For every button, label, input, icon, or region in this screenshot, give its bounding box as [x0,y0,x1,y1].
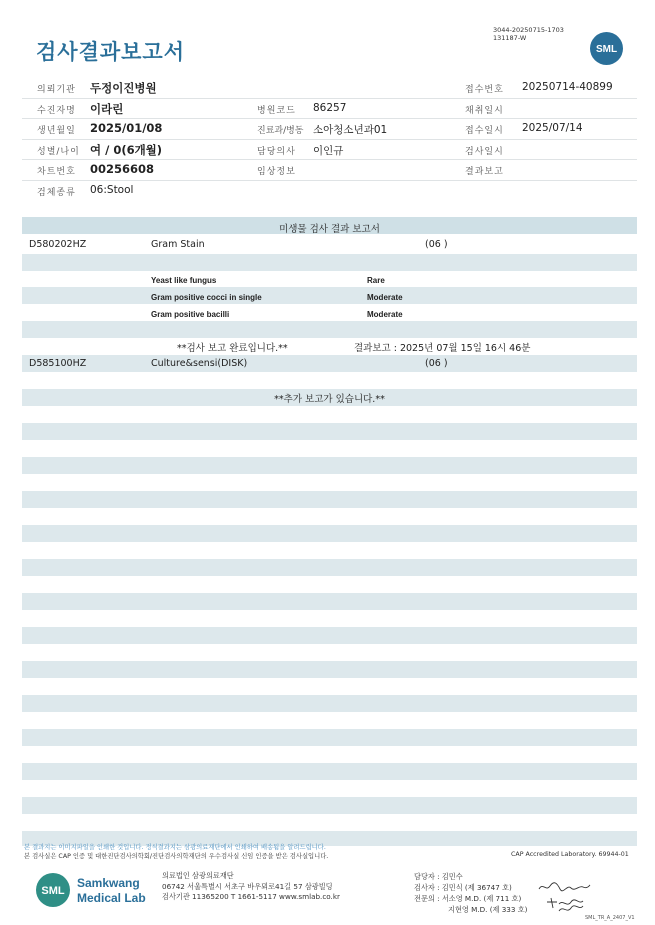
info-row [22,99,637,120]
hospital-code-value: 86257 [313,101,347,114]
org-contact: 검사기관 11365200 T 1661-5117 www.smlab.co.kr [162,892,340,901]
receipt-no-label: 접수번호 [465,85,504,95]
patient-label: 수진자명 [37,105,76,116]
test2-code: D585100HZ [29,358,87,369]
result-label: 결과보고 [465,167,504,177]
chart-label: 차트번호 [37,167,76,177]
doctor-label: 담당의사 [257,146,296,157]
info-row [22,78,637,99]
stripe-band [22,287,637,304]
stripe-band [22,729,637,746]
test2-name: Culture&sensi(DISK) [151,358,248,369]
org-name: 의료법인 삼광의료재단 [162,871,234,880]
stripe-band [22,661,637,678]
staff-manager: 담당자 : 김민수 [414,872,463,881]
birth-label: 생년월일 [37,126,76,136]
stripe-band [22,525,637,542]
complete-message: **검사 보고 완료입니다.** [177,343,288,354]
samkwang-logo [35,872,155,912]
signature-icon [557,903,585,915]
form-number: SML_TR_A_2407_V1 [585,915,635,921]
info-row [22,160,637,181]
samkwang-logo-mark: SML [41,885,65,897]
sex-age-value: 여 / 0(6개월) [90,142,163,157]
finding-result: Moderate [367,293,403,302]
specimen-label: 검체종류 [37,187,76,198]
result-time: 결과보고 : 2025년 07월 15일 16시 46분 [354,343,531,354]
finding-result: Moderate [367,310,403,319]
footer-image-notice: 본 결과지는 이미지파일을 인쇄한 것입니다. 정식결과지는 삼광의료재단에서 인쇄하여 배송됨을 알려드립니다. [24,844,326,851]
patient-value: 이라린 [90,101,124,116]
finding-name: Gram positive bacilli [151,310,230,319]
finding-result: Rare [367,276,385,285]
samkwang-logo-line2: Medical Lab [77,891,146,905]
samkwang-logo-icon [35,872,155,908]
organization-info [162,871,340,903]
receipt-date-value: 2025/07/14 [522,122,583,134]
test1-specimen: (06 ) [425,239,448,250]
institution-value: 두정이진병원 [90,81,157,95]
specimen-value: 06:Stool [90,183,134,196]
stripe-band [22,423,637,440]
report-section-title: 미생물 검사 결과 보고서 [279,224,380,235]
staff-info [414,871,528,915]
collect-date-label: 채취일시 [465,105,504,116]
stripe-band [22,457,637,474]
stripe-band [22,355,637,372]
sex-age-label: 성별/나이 [37,146,80,157]
receipt-no-value: 20250714-40899 [522,81,613,93]
clinical-label: 임상정보 [257,167,296,177]
patient-info-table [22,78,637,201]
dept-label: 진료과/병동 [257,126,304,136]
stripe-band [22,593,637,610]
test1-name: Gram Stain [151,239,205,250]
stripe-band [22,491,637,508]
staff-specialist: 전문의 : 서소영 M.D. (제 711 호) [414,894,522,903]
stripe-band [22,763,637,780]
birth-value: 2025/01/08 [90,121,163,135]
stripe-band [22,627,637,644]
footer-certification-notice: 본 검사실은 CAP 인증 및 대한진단검사의학회/진단검사의학재단의 우수검사실 신임 인증을 받은 검사실입니다. [24,853,329,860]
document-id-line2: 131187-W [493,34,527,42]
dept-value: 소아청소년과01 [313,124,388,136]
sml-logo-icon [589,31,624,66]
stripe-band [22,321,637,338]
test1-code: D580202HZ [29,239,87,250]
finding-name: Yeast like fungus [151,276,217,285]
info-row [22,119,637,140]
cap-accreditation: CAP Accredited Laboratory. 69944-01 [511,851,629,858]
doctor-value: 이인규 [313,144,344,157]
page-title: 검사결과보고서 [36,40,186,64]
additional-report-message: **추가 보고가 있습니다.** [274,394,385,405]
info-row [22,181,637,202]
institution-label: 의뢰기관 [37,85,76,95]
document-id-line1: 3044-20250715-1703 [493,26,564,34]
info-row [22,140,637,161]
sml-logo-text: SML [595,44,618,55]
stripe-band [22,695,637,712]
org-address: 06742 서울특별시 서초구 바우뫼로41길 57 삼광빌딩 [162,881,333,891]
exam-date-label: 검사일시 [465,146,504,157]
staff-examiner: 검사자 : 김민식 (제 36747 호) [414,883,512,892]
document-id [493,26,564,42]
hospital-code-label: 병원코드 [257,105,296,116]
stripe-band [22,797,637,814]
chart-value: 00256608 [90,162,155,176]
receipt-date-label: 접수일시 [465,126,504,136]
test2-specimen: (06 ) [425,358,448,369]
samkwang-logo-line1: Samkwang [77,876,140,890]
signature-icon [537,880,592,894]
stripe-band [22,254,637,271]
stripe-band [22,559,637,576]
staff-specialist-2: 지현영 M.D. (제 333 호) [448,905,528,914]
finding-name: Gram positive cocci in single [151,293,262,302]
